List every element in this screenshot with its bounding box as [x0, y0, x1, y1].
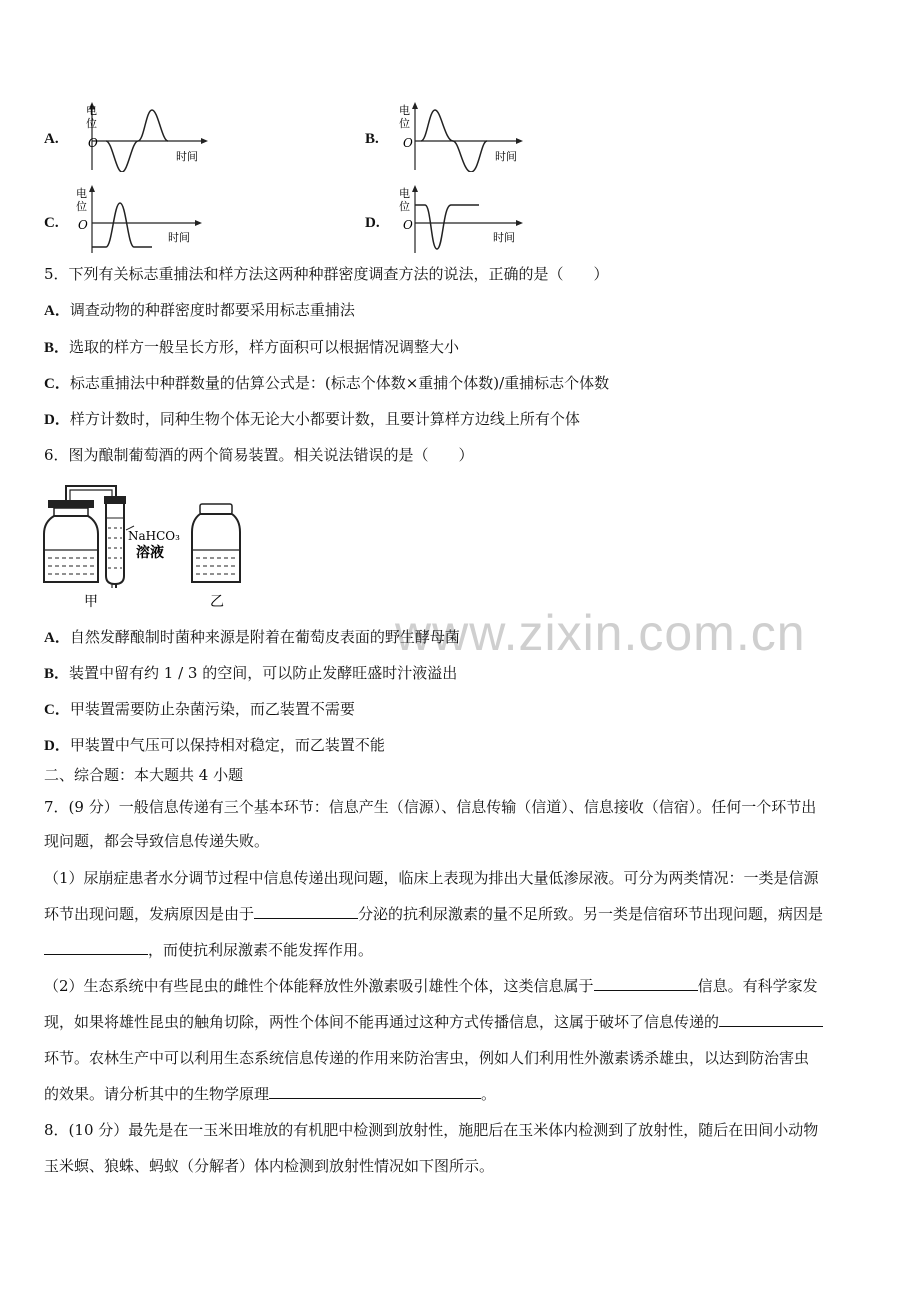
watermark: www.zixin.com.cn: [395, 605, 806, 661]
q7-p2-line4: [44, 1084, 496, 1104]
q7-p1-text-a: 环节出现问题，发病原因是由于: [44, 905, 255, 923]
y-label-top: 电: [399, 187, 410, 200]
y-label-top: 电: [399, 104, 410, 117]
label-jia: 甲: [84, 594, 98, 610]
option-b-letter: B.: [365, 131, 379, 147]
q7-p1-line1: （1）尿崩症患者水分调节过程中信息传递出现问题，临床上表现为排出大量低渗尿液。可分为两类情况：一类是信源: [44, 869, 819, 887]
q5-option-a-text: 调查动物的种群密度时都要采用标志重捕法: [69, 301, 355, 319]
x-label: 时间: [495, 150, 517, 163]
q7-p1-text-c: ，而使抗利尿激素不能发挥作用。: [148, 941, 374, 959]
q5-option-c: [44, 373, 609, 394]
q6-option-b-text: 装置中留有约 1 / 3 的空间，可以防止发酵旺盛时汁液溢出: [69, 664, 458, 682]
q5-option-b: [44, 337, 459, 358]
q7-line1: 7．(9 分）一般信息传递有三个基本环节：信息产生（信源）、信息传输（信道）、信息接收（信宿）。任何一个环节出: [44, 798, 817, 816]
q5-option-d: [44, 409, 580, 430]
answer-blank-3[interactable]: [594, 976, 698, 991]
q7-p1-text-b: 分泌的抗利尿激素的量不足所致。另一类是信宿环节出现问题，病因是: [358, 905, 824, 923]
q7-p2-line3: 环节。农林生产中可以利用生态系统信息传递的作用来防治害虫，例如人们利用性外激素诱杀雄虫，以达到防治害虫: [44, 1049, 810, 1067]
label-yi: 乙: [210, 594, 224, 610]
q6-option-a: [44, 627, 460, 648]
q7-p2-text-c: 现，如果将雄性昆虫的触角切除，两性个体间不能再通过这种方式传播信息，这属于破坏了信息传递的: [44, 1013, 720, 1031]
q5-option-b-letter: B．: [44, 340, 70, 356]
graph-d: [395, 183, 525, 255]
q8-line2: 玉米螟、狼蛛、蚂蚁（分解者）体内检测到放射性情况如下图所示。: [44, 1157, 495, 1175]
q5-option-a-letter: A．: [44, 303, 70, 319]
answer-blank-2[interactable]: [44, 940, 148, 955]
reagent-label: NaHCO₃: [128, 529, 180, 543]
q7-p2-line2: [44, 1012, 823, 1032]
y-label-bottom: 位: [76, 200, 87, 213]
q5-option-c-letter: C．: [44, 376, 70, 392]
fermentation-apparatus-figure: [40, 478, 250, 616]
y-label-bottom: 位: [399, 200, 410, 213]
option-a-letter: A.: [44, 131, 59, 147]
q7-p2-text-e: 。: [481, 1085, 497, 1103]
graph-c: [74, 183, 204, 255]
q5-option-b-text: 选取的样方一般呈长方形，样方面积可以根据情况调整大小: [69, 338, 460, 356]
section-heading: 二、综合题：本大题共 4 小题: [44, 766, 244, 784]
answer-blank-4[interactable]: [719, 1012, 823, 1027]
answer-blank-5[interactable]: [269, 1084, 481, 1099]
reagent-sub-label: 溶液: [136, 545, 164, 561]
q6-option-a-text: 自然发酵酿制时菌种来源是附着在葡萄皮表面的野生酵母菌: [69, 628, 460, 646]
answer-blank-1[interactable]: [254, 904, 358, 919]
q6-stem: 6．图为酿制葡萄酒的两个简易装置。相关说法错误的是（ ）: [44, 446, 474, 464]
x-label: 时间: [168, 231, 190, 244]
option-c-letter: C.: [44, 215, 59, 231]
q5-option-d-text: 样方计数时，同种生物个体无论大小都要计数，且要计算样方边线上所有个体: [69, 410, 580, 428]
q6-option-a-letter: A．: [44, 630, 70, 646]
origin-label: O: [88, 136, 98, 150]
q7-p2-text-d: 的效果。请分析其中的生物学原理: [44, 1085, 270, 1103]
option-d-letter: D.: [365, 215, 380, 231]
bottle-yi: [192, 504, 240, 582]
origin-label: O: [403, 136, 413, 150]
q8-line1: 8．(10 分）最先是在一玉米田堆放的有机肥中检测到放射性，施肥后在玉米体内检测到了放射性，随后在田间小动物: [44, 1121, 819, 1139]
q6-option-c: [44, 699, 355, 720]
q7-p1-line2: [44, 904, 823, 924]
x-label: 时间: [493, 231, 515, 244]
graph-a: [80, 100, 210, 172]
q5-option-d-letter: D．: [44, 412, 70, 428]
y-label-top: 电: [86, 104, 97, 117]
y-label-bottom: 位: [86, 117, 97, 130]
q7-p2-text-b: 信息。有科学家发: [697, 977, 818, 995]
q6-option-c-letter: C．: [44, 702, 70, 718]
origin-label: O: [78, 218, 88, 232]
y-label-top: 电: [76, 187, 87, 200]
y-label-bottom: 位: [399, 117, 410, 130]
q6-option-b: [44, 663, 457, 684]
q6-option-b-letter: B．: [44, 666, 70, 682]
q5-stem: 5．下列有关标志重捕法和样方法这两种种群密度调查方法的说法，正确的是（ ）: [44, 265, 609, 283]
origin-label: O: [403, 218, 413, 232]
graph-b: [395, 100, 525, 172]
q7-p2-line1: [44, 976, 818, 996]
q7-line2: 现问题，都会导致信息传递失败。: [44, 832, 270, 850]
q6-option-d-letter: D．: [44, 738, 70, 754]
q6-option-d: [44, 735, 385, 756]
q6-option-c-text: 甲装置需要防止杂菌污染，而乙装置不需要: [69, 700, 355, 718]
q5-option-c-text: 标志重捕法中种群数量的估算公式是：(标志个体数×重捕个体数)/重捕标志个体数: [69, 374, 610, 392]
bottle-jia: [44, 500, 98, 582]
q6-option-d-text: 甲装置中气压可以保持相对稳定，而乙装置不能: [69, 736, 385, 754]
q5-option-a: [44, 300, 355, 321]
x-label: 时间: [176, 150, 198, 163]
q7-p1-line3: [44, 940, 373, 960]
q7-p2-text-a: （2）生态系统中有些昆虫的雌性个体能释放性外激素吸引雄性个体，这类信息属于: [44, 977, 594, 995]
